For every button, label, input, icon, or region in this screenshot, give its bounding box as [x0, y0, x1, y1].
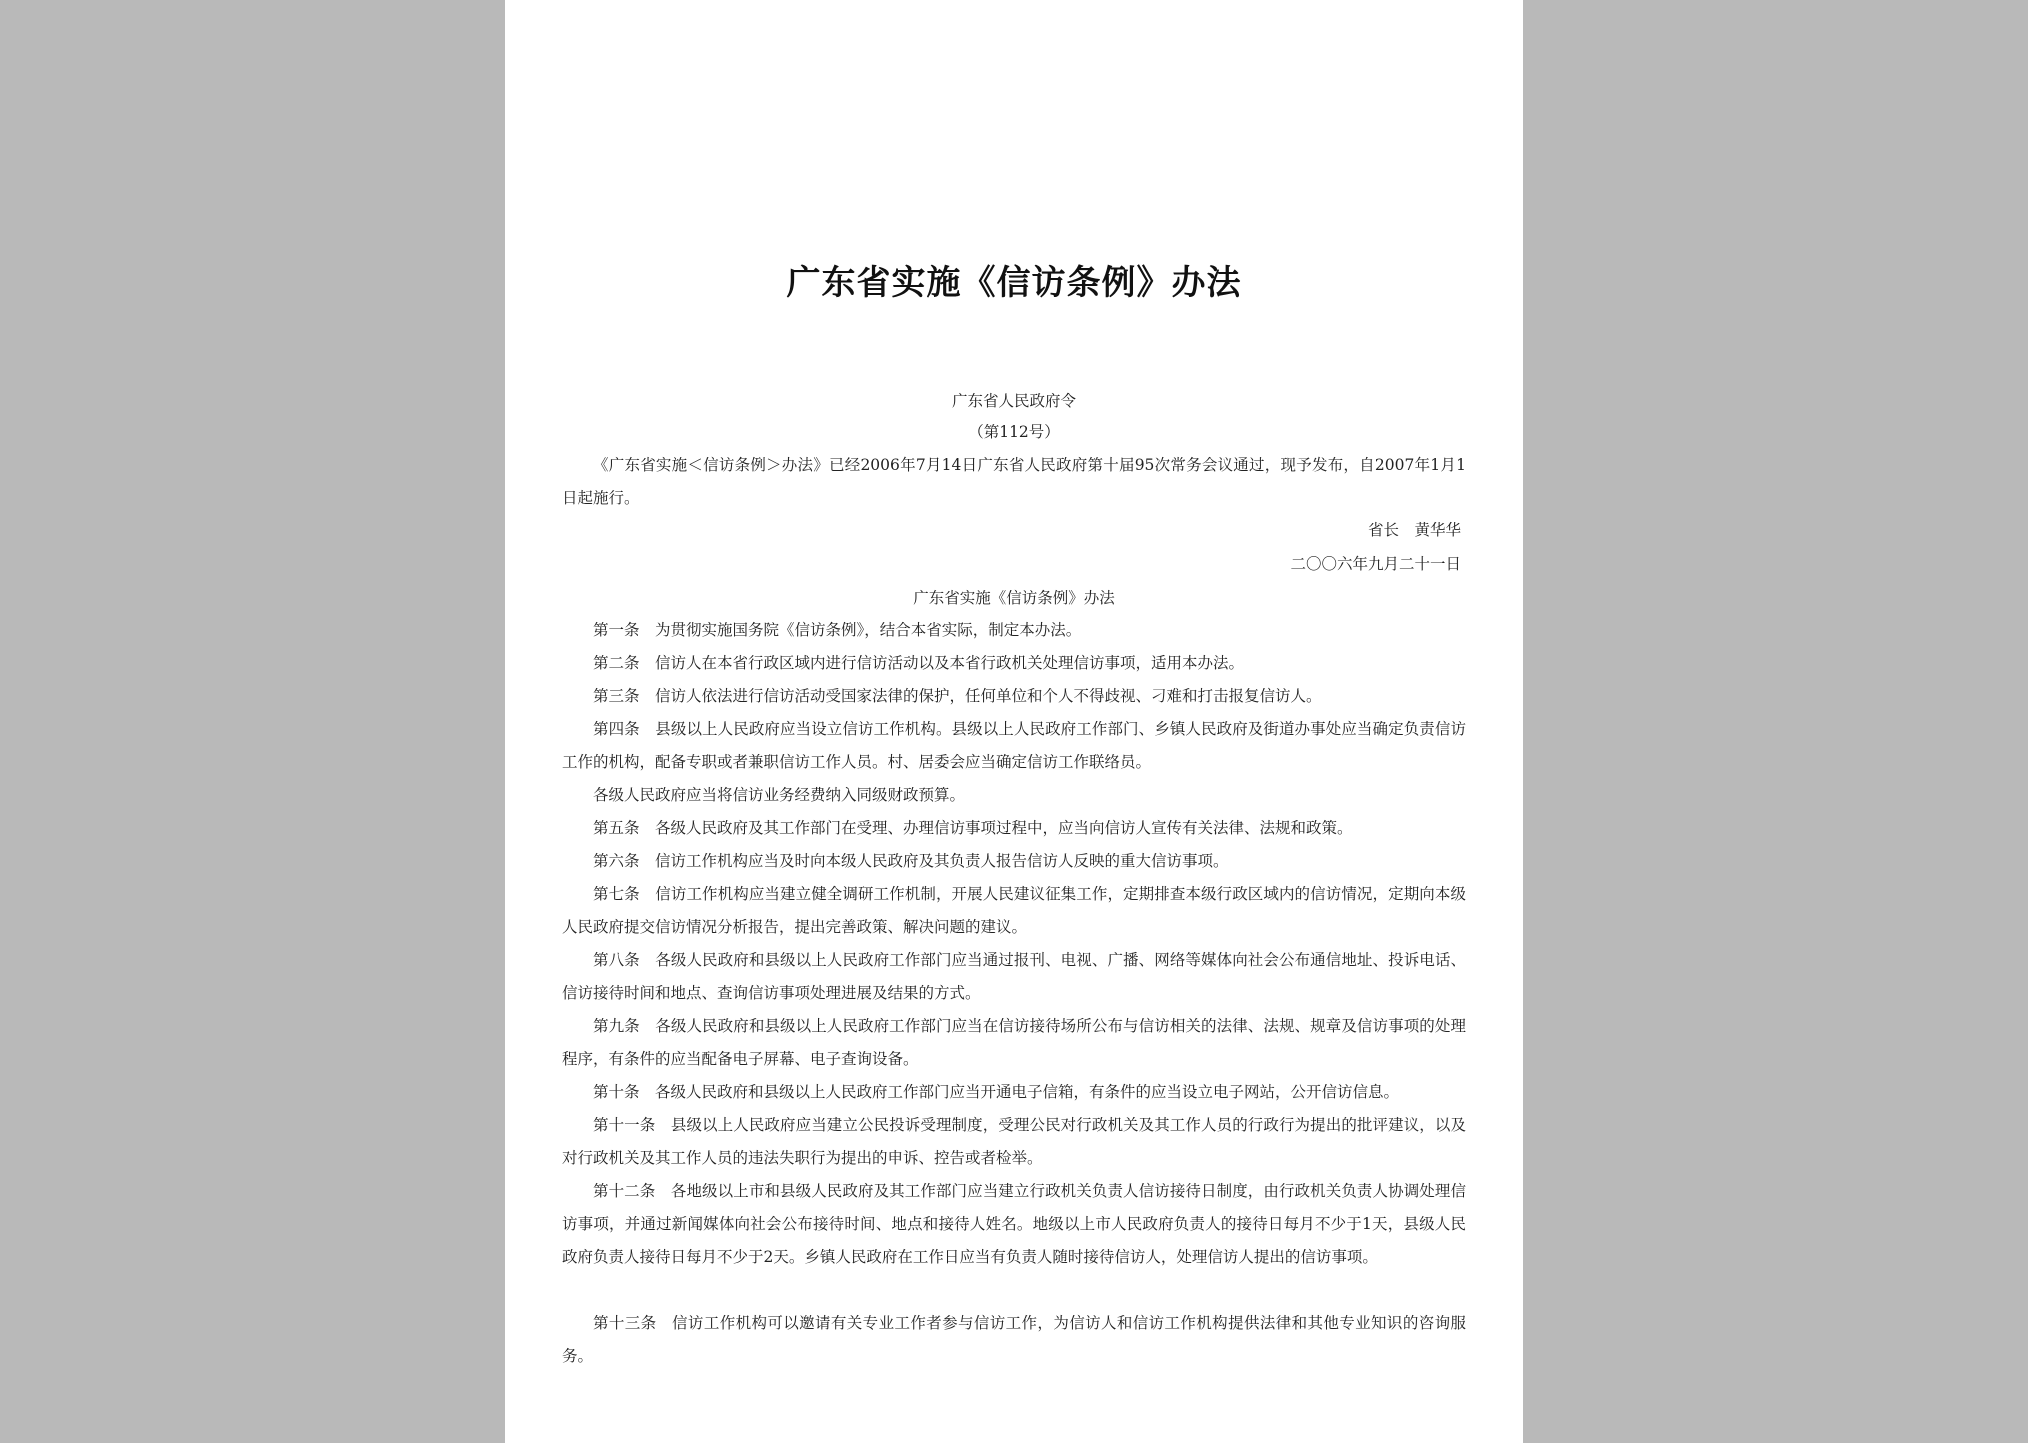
article-text: 信访人依法进行信访活动受国家法律的保护，任何单位和个人不得歧视、刁难和打击报复信访人。 [655, 687, 1322, 705]
article-11 [562, 1109, 1466, 1175]
article-label: 第二条 [593, 654, 640, 672]
article-text: 各级人民政府和县级以上人民政府工作部门应当通过报刊、电视、广播、网络等媒体向社会公布通信地址、投诉电话、信访接待时间和地点、查询信访事项处理进展及结果的方式。 [562, 951, 1466, 1002]
document-title: 广东省实施《信访条例》办法 [786, 263, 1242, 303]
article-label: 第十二条 [593, 1182, 656, 1200]
article-4-paragraph-2 [562, 779, 1466, 812]
article-2 [562, 647, 1466, 680]
article-text: 各地级以上市和县级人民政府及其工作部门应当建立行政机关负责人信访接待日制度，由行政机关负责人协调处理信访事项，并通过新闻媒体向社会公布接待时间、地点和接待人姓名。地级以上市人民政府负责人的接待日每月不少于1天，县级人民政府负责人接待日每月不少于2天。乡镇人民政府在工作日应当有负责人随时接待信访人，处理信访人提出的信访事项。 [562, 1182, 1466, 1266]
article-label: 第八条 [593, 951, 640, 969]
article-text: 为贯彻实施国务院《信访条例》，结合本省实际，制定本办法。 [655, 621, 1082, 639]
article-label: 第十三条 [593, 1314, 657, 1332]
article-text: 信访工作机构可以邀请有关专业工作者参与信访工作，为信访人和信访工作机构提供法律和其他专业知识的咨询服务。 [562, 1314, 1466, 1365]
article-label: 第三条 [593, 687, 640, 705]
order-number: （第112号） [968, 423, 1060, 441]
article-text: 信访人在本省行政区域内进行信访活动以及本省行政机关处理信访事项，适用本办法。 [655, 654, 1245, 672]
document-subtitle: 广东省实施《信访条例》办法 [913, 589, 1115, 607]
document-page [505, 0, 1523, 1443]
article-12 [562, 1175, 1466, 1274]
promulgation-text: 《广东省实施＜信访条例＞办法》已经2006年7月14日广东省人民政府第十届95次常务会议通过，现予发布，自2007年1月1日起施行。 [562, 456, 1466, 507]
article-label: 第六条 [593, 852, 640, 870]
article-text: 各级人民政府和县级以上人民政府工作部门应当在信访接待场所公布与信访相关的法律、法规、规章及信访事项的处理程序，有条件的应当配备电子屏幕、电子查询设备。 [562, 1017, 1466, 1068]
article-5 [562, 812, 1466, 845]
article-text: 县级以上人民政府应当建立公民投诉受理制度，受理公民对行政机关及其工作人员的行政行为提出的批评建议，以及对行政机关及其工作人员的违法失职行为提出的申诉、控告或者检举。 [562, 1116, 1466, 1167]
signature: 省长 黄华华 [1367, 521, 1461, 539]
article-label: 第四条 [593, 720, 640, 738]
article-text: 信访工作机构应当及时向本级人民政府及其负责人报告信访人反映的重大信访事项。 [655, 852, 1229, 870]
article-text: 各级人民政府应当将信访业务经费纳入同级财政预算。 [593, 786, 966, 804]
article-13 [562, 1307, 1466, 1373]
article-8 [562, 944, 1466, 1010]
article-10 [562, 1076, 1466, 1109]
issue-date: 二〇〇六年九月二十一日 [1290, 555, 1461, 573]
article-text: 各级人民政府和县级以上人民政府工作部门应当开通电子信箱，有条件的应当设立电子网站，公开信访信息。 [655, 1083, 1400, 1101]
article-label: 第一条 [593, 621, 640, 639]
article-label: 第七条 [593, 885, 640, 903]
article-text: 各级人民政府及其工作部门在受理、办理信访事项过程中，应当向信访人宣传有关法律、法规和政策。 [655, 819, 1353, 837]
article-label: 第十条 [593, 1083, 640, 1101]
article-1 [562, 614, 1466, 647]
article-6 [562, 845, 1466, 878]
order-issuer: 广东省人民政府令 [951, 392, 1076, 410]
article-label: 第九条 [593, 1017, 640, 1035]
article-7 [562, 878, 1466, 944]
article-3 [562, 680, 1466, 713]
article-label: 第十一条 [593, 1116, 656, 1134]
article-text: 信访工作机构应当建立健全调研工作机制，开展人民建议征集工作，定期排查本级行政区域内的信访情况，定期向本级人民政府提交信访情况分析报告，提出完善政策、解决问题的建议。 [562, 885, 1466, 936]
article-4 [562, 713, 1466, 779]
article-9 [562, 1010, 1466, 1076]
article-text: 县级以上人民政府应当设立信访工作机构。县级以上人民政府工作部门、乡镇人民政府及街道办事处应当确定负责信访工作的机构，配备专职或者兼职信访工作人员。村、居委会应当确定信访工作联络员。 [562, 720, 1466, 771]
article-label: 第五条 [593, 819, 640, 837]
